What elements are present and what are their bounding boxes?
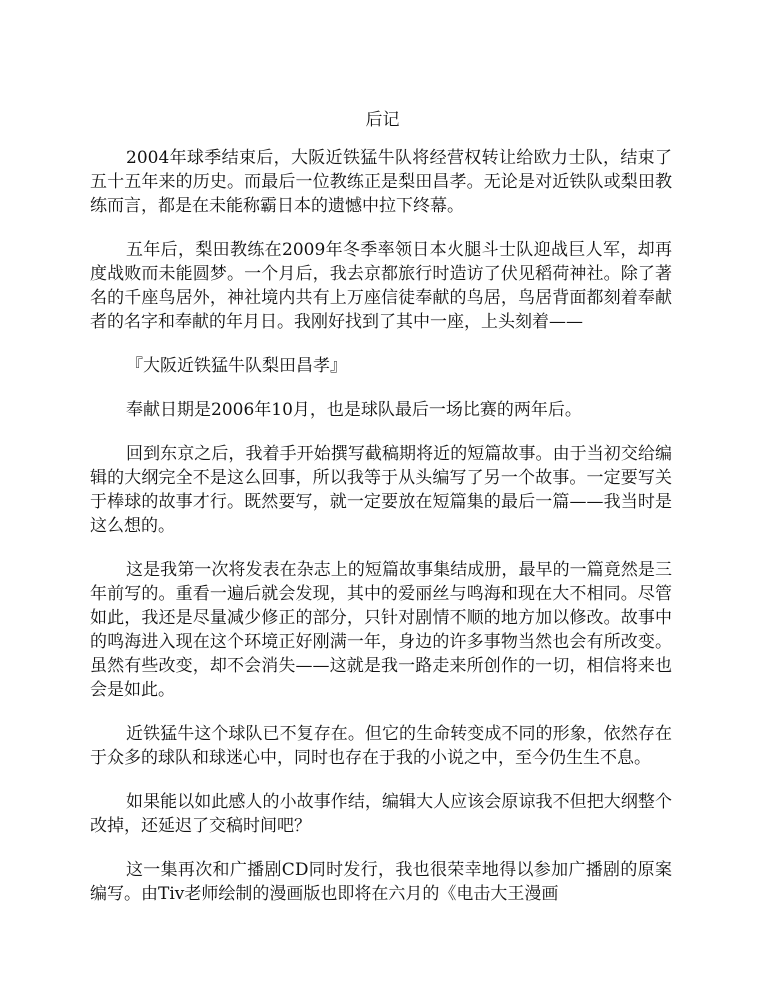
body-text [90, 146, 672, 926]
paragraph: 五年后，梨田教练在2009年冬季率领日本火腿斗士队迎战巨人军，却再度战败而未能圆梦。一个月后，我去京都旅行时造访了伏见稻荷神社。除了著名的千座鸟居外，神社境内共有上万座信徒奉献的鸟居，鸟居背面都刻着奉献者的名字和奉献的年月日。我刚好找到了其中一座，上头刻着—— [90, 240, 672, 332]
paragraph: 奉献日期是2006年10月，也是球队最后一场比赛的两年后。 [126, 400, 582, 420]
quoted-inscription: 『大阪近铁猛牛队梨田昌孝』 [126, 356, 347, 376]
paragraph: 这是我第一次将发表在杂志上的短篇故事集结成册，最早的一篇竟然是三年前写的。重看一遍后就会发现，其中的爱丽丝与鸣海和现在大不相同。尽管如此，我还是尽量减少修正的部分，只针对剧情不顺的地方加以修改。故事中的鸣海进入现在这个环境正好刚满一年，身边的许多事物当然也会有所改变。虽然有些改变，却不会消失——这就是我一路走来所创作的一切，相信将来也会是如此。 [90, 560, 672, 700]
paragraph: 近铁猛牛这个球队已不复存在。但它的生命转变成不同的形象，依然存在于众多的球队和球迷心中，同时也存在于我的小说之中，至今仍生生不息。 [90, 724, 672, 768]
paragraph: 如果能以如此感人的小故事作结，编辑大人应该会原谅我不但把大纲整个改掉，还延迟了交稿时间吧？ [90, 792, 672, 836]
paragraph: 2004年球季结束后，大阪近铁猛牛队将经营权转让给欧力士队，结束了五十五年来的历史。而最后一位教练正是梨田昌孝。无论是对近铁队或梨田教练而言，都是在未能称霸日本的遗憾中拉下终幕。 [90, 148, 672, 216]
paragraph: 这一集再次和广播剧CD同时发行，我也很荣幸地得以参加广播剧的原案编写。由Tiv老师绘制的漫画版也即将在六月的《电击大王漫画 [90, 860, 672, 904]
page-title: 后记 [365, 110, 400, 130]
paragraph: 回到东京之后，我着手开始撰写截稿期将近的短篇故事。由于当初交给编辑的大纲完全不是这么回事，所以我等于从头编写了另一个故事。一定要写关于棒球的故事才行。既然要写，就一定要放在短篇集的最后一篇——我当时是这么想的。 [90, 444, 672, 536]
